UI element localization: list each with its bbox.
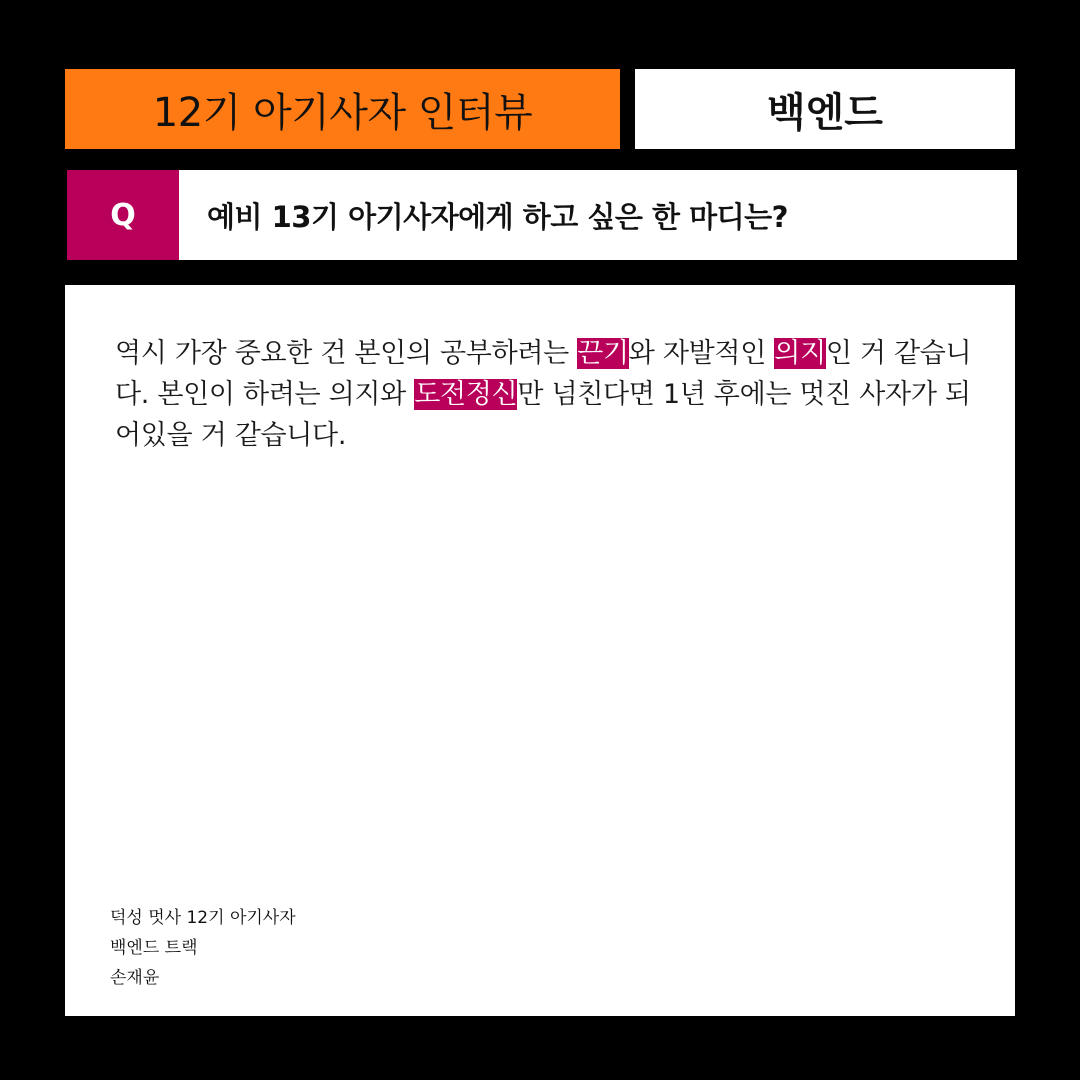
answer-highlight-keyword: 의지 — [774, 338, 826, 369]
answer-highlight-keyword: 끈기 — [577, 338, 629, 369]
track-label — [635, 69, 1015, 149]
question-text: 예비 13기 아기사자에게 하고 싶은 한 마디는? — [207, 199, 788, 234]
credit-club: 덕성 멋사 12기 아기사자 — [110, 908, 296, 928]
author-credits — [110, 903, 296, 993]
answer-text — [115, 333, 975, 456]
answer-card — [65, 285, 1015, 1016]
answer-segment: 역시 가장 중요한 건 본인의 공부하려는 — [115, 338, 578, 369]
answer-segment: 인 거 같습니다. 본인이 하려는 의지와 — [115, 338, 972, 410]
credit-name: 손재윤 — [110, 968, 160, 988]
credit-track: 백엔드 트랙 — [110, 938, 198, 958]
answer-segment: 만 넘친다면 1년 후에는 멋진 사자가 되어있을 거 같습니다. — [115, 379, 971, 451]
answer-highlight-keyword: 도전정신 — [414, 379, 518, 410]
question-badge-text: Q — [110, 197, 136, 233]
interview-title — [65, 69, 620, 149]
question-box — [179, 170, 1017, 260]
answer-segment: 와 자발적인 — [628, 338, 775, 369]
interview-title-text: 12기 아기사자 인터뷰 — [152, 89, 533, 136]
question-badge — [67, 170, 179, 260]
track-label-text: 백엔드 — [767, 89, 883, 136]
